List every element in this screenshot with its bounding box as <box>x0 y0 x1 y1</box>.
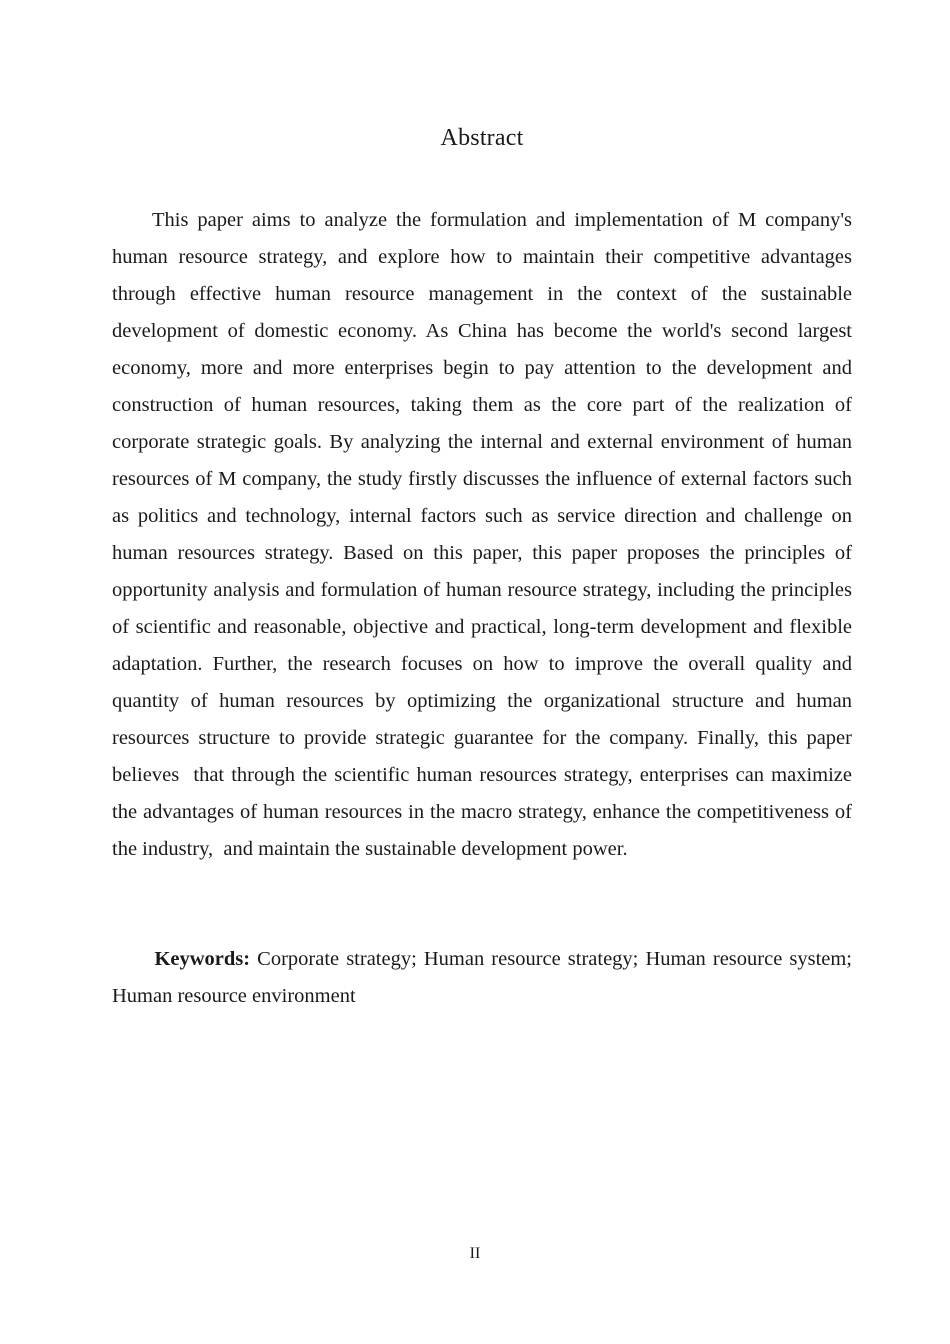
abstract-paragraph: This paper aims to analyze the formulation and implementation of M company's human resource strategy, and explore how to maintain their competitive advantages through effective human resource management in the context of the sustainable development of domestic economy. As China has become the world's second largest economy, more and more enterprises begin to pay attention to the development and construction of human resources, taking them as the core part of the realization of corporate strategic goals. By analyzing the internal and external environment of human resources of M company, the study firstly discusses the influence of external factors such as politics and technology, internal factors such as service direction and challenge on human resources strategy. Based on this paper, this paper proposes the principles of opportunity analysis and formulation of human resource strategy, including the principles of scientific and reasonable, objective and practical, long-term development and flexible adaptation. Further, the research focuses on how to improve the overall quality and quantity of human resources by optimizing the organizational structure and human resources structure to provide strategic guarantee for the company. Finally, this paper believes that through the scientific human resources strategy, enterprises can maximize the advantages of human resources in the macro strategy, enhance the competitiveness of the industry, and maintain the sustainable development power. <box>112 209 858 860</box>
page-content <box>112 0 858 1052</box>
keywords-value: Corporate strategy; Human resource strategy; Human resource system; Human resource environment <box>112 948 858 1007</box>
page-number: II <box>469 1245 481 1262</box>
keywords-section <box>112 868 858 1052</box>
keywords-label: Keywords: <box>154 948 251 970</box>
page-title: Abstract <box>440 125 524 151</box>
